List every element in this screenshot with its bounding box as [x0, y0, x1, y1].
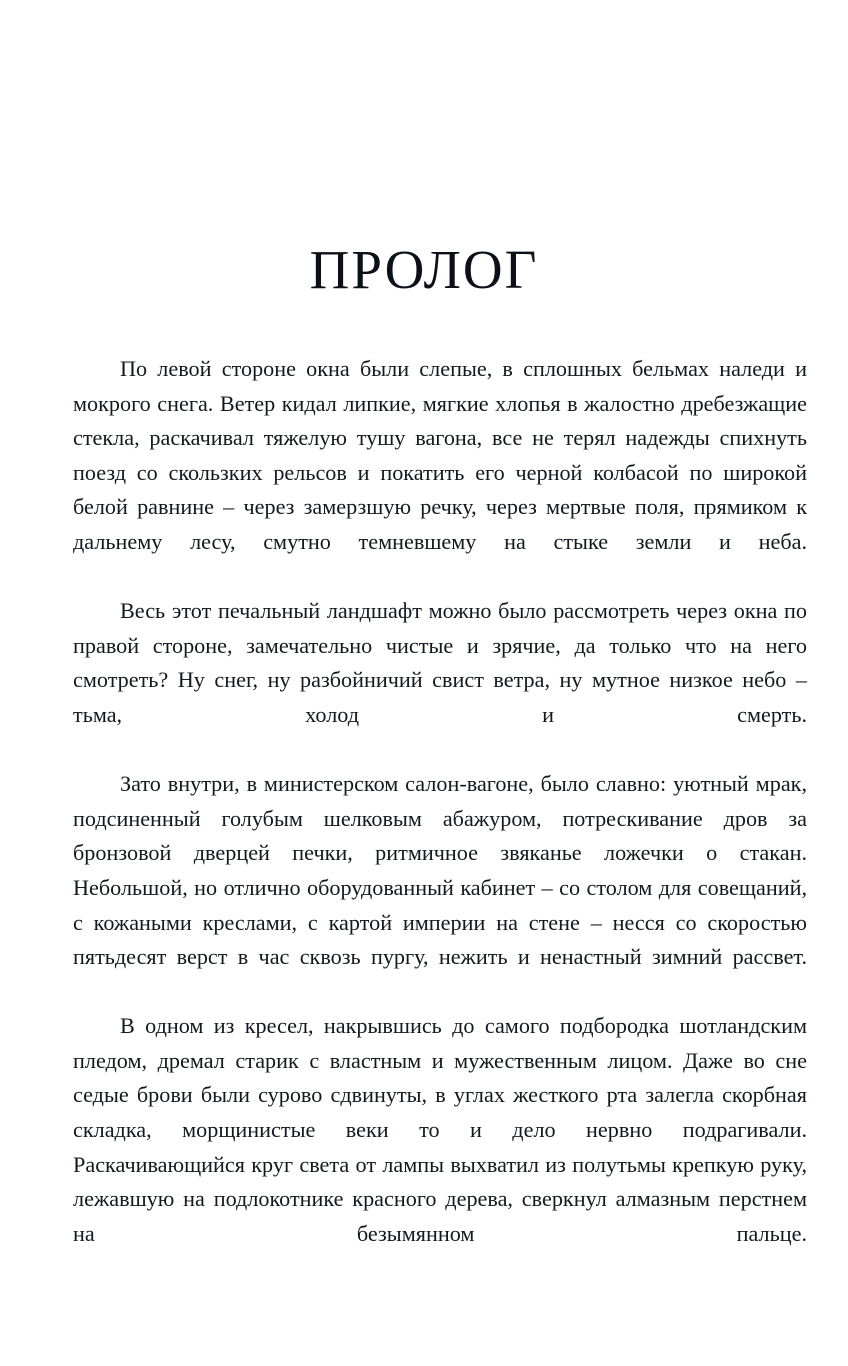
paragraph: В одном из кресел, накрывшись до самого подбородка шотландским пледом, дремал старик с властным и мужественным лицом. Даже во сне седые брови были сурово сдвинуты, в углах жесткого рта залегла скорбная складка, морщинистые веки то и дело нервно подрагивали. Раскачивающийся круг света от лампы выхватил из полутьмы крепкую руку, лежавшую на подлокотнике красного дерева, сверкнул алмазным перстнем на безымянном пальце.: [73, 1013, 807, 1246]
paragraph: Весь этот печальный ландшафт можно было рассмотреть через окна по правой стороне, замечательно чистые и зрячие, да только что на него смотреть? Ну снег, ну разбойничий свист ветра, ну мутное низкое небо – тьма, холод и смерть.: [73, 598, 807, 727]
paragraph: Зато внутри, в министерском салон-вагоне, было славно: уютный мрак, подсиненный голубым шелковым абажуром, потрескивание дров за бронзовой дверцей печки, ритмичное звяканье ложечки о стакан. Небольшой, но отлично оборудованный кабинет – со столом для совещаний, с кожаными креслами, с картой империи на стене – несся со скоростью пятьдесят верст в час сквозь пургу, нежить и ненастный зимний рассвет.: [73, 771, 807, 970]
body-text-block: [73, 352, 807, 1286]
chapter-title: ПРОЛОГ: [309, 238, 539, 300]
paragraph: По левой стороне окна были слепые, в сплошных бельмах наледи и мокрого снега. Ветер кидал липкие, мягкие хлопья в жалостно дребезжащие стекла, раскачивал тяжелую тушу вагона, все не терял надежды спихнуть поезд со скользких рельсов и покатить его черной колбасой по широкой белой равнине – через замерзшую речку, через мертвые поля, прямиком к дальнему лесу, смутно темневшему на стыке земли и неба.: [73, 356, 807, 554]
